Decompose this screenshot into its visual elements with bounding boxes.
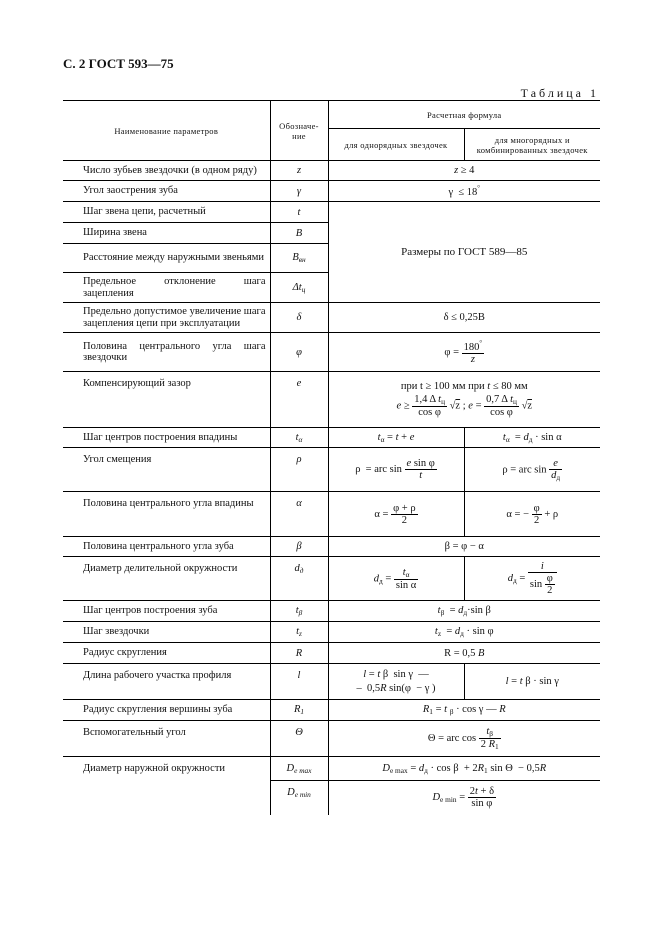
col-header-name: Наименование параметров	[63, 101, 270, 161]
table-row: Шаг центров построения зуба $t_\beta$ $t_\beta = d_д\cdot\sin$ β	[63, 601, 600, 622]
parameters-table	[63, 100, 600, 815]
table-row: Половина центрального угла шага звездочки φ φ = $\frac{180^\circ}{z}$	[63, 333, 600, 372]
table-row: Угол заострения зуба γ γ ≤ 18°	[63, 181, 600, 202]
table-row: Расстояние между наружными звеньями $B_{вн}$	[63, 244, 600, 273]
table-row: Радиус скругления R R = 0,5 B	[63, 643, 600, 664]
table-row: Половина центрального угла впадины α α = $\frac{\varphi + \rho}{2}$ α = − $\frac{\varphi}{2}$ + ρ	[63, 492, 600, 537]
table-row: Шаг центров построения впадины $t_\alpha$ $t_\alpha = t + e$ $t_\alpha = d_д \cdot \sin \alpha$	[63, 428, 600, 448]
col-header-formula: Расчетная формула	[328, 101, 600, 129]
table-number: Таблица 1	[520, 86, 599, 100]
table-row: Радиус скругления вершины зуба $R_1$ $R_1 = t$ $_\beta$ · cos γ — R	[63, 700, 600, 721]
table-row: Диаметр наружной окружности $D_{e max}$ $D_{e max} = d_д \cdot \cos \beta + 2R_1$ sin Θ − 0,5R	[63, 757, 600, 781]
col-header-symbol: Обозначе- ние	[270, 101, 328, 161]
table-row: Шаг звена цепи, расчетный t Размеры по ГОСТ 589—85	[63, 202, 600, 223]
table-row: Диаметр делительной окружности $d_д$ $d_д$ = $\frac{t_\alpha}{\text{sin α}}$ $d_д$ = i sin $\frac{\varphi}{2}$	[63, 557, 600, 601]
table-row: Угол смещения ρ ρ = arc sin $\frac{\text{e sin φ}}{t}$ ρ = arc sin $\frac{e}{d_д}$	[63, 448, 600, 492]
table-row: Шаг звездочки $t_z$ $t_z = d_д \cdot \sin \varphi$	[63, 622, 600, 643]
table-row: Вспомогательный угол Θ Θ = arc cos $\frac{t_\beta}{2 R_1}$	[63, 721, 600, 757]
table-row: Ширина звена B	[63, 223, 600, 244]
table-row: Половина центрального угла зуба β β = φ − α	[63, 537, 600, 557]
table-row: $D_{e min}$ $D_{e min}$ = $\frac{2t + \delta}{\text{sin φ}}$	[63, 781, 600, 815]
col-header-single: для однорядных звездочек	[328, 129, 464, 161]
col-header-multi: для многорядных и комбинированных звездочек	[464, 129, 600, 161]
page-header: С. 2 ГОСТ 593—75	[63, 56, 174, 71]
table-row: Предельное отклонение шага зацепления $\Delta t_ц$	[63, 273, 600, 303]
table-row: Предельно допустимое увеличение шага зацепления цепи при эксплуатации δ δ ≤ 0,25B	[63, 303, 600, 333]
merged-gost-589: Размеры по ГОСТ 589—85	[328, 202, 600, 303]
table-row: Длина рабочего участка профиля l l = t β sin γ — – 0,5R sin(φ − γ ) l = t β · sin γ	[63, 664, 600, 700]
table-row: Число зубьев звездочки (в одном ряду) z z ≥ 4	[63, 161, 600, 181]
table-row: Компенсирующий зазор e при t ≥ 100 мм при t ≤ 80 мм e ≥ $\frac{1,4 \Delta t_ц}{\text{cos φ}}$ √z ; e = $\frac{0,7 \Delta t_ц}{\text{cos φ}}$ √z	[63, 372, 600, 428]
